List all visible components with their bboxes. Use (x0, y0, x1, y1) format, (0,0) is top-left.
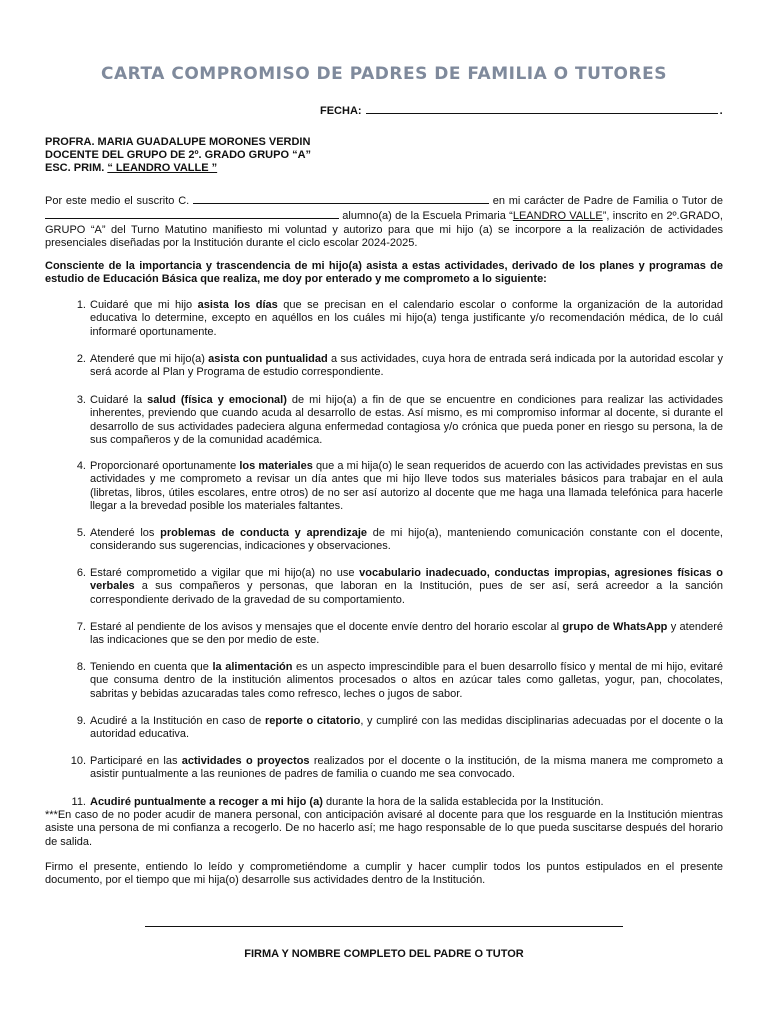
item-text: Estaré al pendiente de los avisos y mensajes que el docente envíe dentro del horario escolar al (90, 621, 563, 633)
item-text: a sus compañeros y personas, que laboran en la Institución, pues de ser así, será acreedor a la sanción correspondiente derivado de la gravedad de su comportamiento. (90, 580, 723, 606)
commitment-item (76, 460, 723, 514)
item-text: de mi hijo(a) a fin de que se encuentre en condiciones para realizar las actividades inherentes, previendo que cuando acuda al desarrollo de estas. Así mismo, es mi compromiso informar al docente, si durante el desarrollo de sus actividades padeciera alguna enfermedad contagiosa y/o crónica que pueda poner en riesgo su persona, la de sus compañeros y de la comunidad académica. (90, 394, 724, 447)
intro-text-3: alumno(a) de la Escuela Primaria “ (339, 210, 513, 223)
item-text: durante la hora de la salida establecida por la Institución. (322, 796, 604, 808)
closing-paragraph: Firmo el presente, entiendo lo leído y comprometiéndome a cumplir y hacer cumplir todos los puntos estipulados en el presente documento, por el tiempo que mi hija(o) desarrolle sus actividades dentro de la Institución. (45, 861, 723, 887)
item-text: Acudiré a la Institución en caso de (90, 715, 265, 727)
item-text: , y cumpliré con las medidas disciplinarias adecuadas por el docente o la autoridad educativa. (90, 715, 724, 741)
date-end-period: . (719, 105, 723, 117)
item-emphasis: salud (física y emocional) (147, 394, 287, 406)
school-line (45, 162, 311, 175)
date-label: FECHA: (320, 105, 362, 117)
document-title: CARTA COMPROMISO DE PADRES DE FAMILIA O TUTORES (101, 64, 667, 84)
intro-text-4: ”, inscrito en 2º.GRADO, GRUPO “A” del Turno Matutino manifiesto mi voluntad y autorizo para que mi hijo (a) se incorpore a la realización de actividades presenciales diseñadas por la Institución durante el ciclo escolar 2024-2025. (45, 210, 723, 250)
item-text: de mi hijo(a), manteniendo comunicación constante con el docente, considerando sus sugerencias, indicaciones y observaciones. (90, 527, 723, 553)
item-number: 8. (76, 661, 86, 673)
item-number: 3. (76, 394, 86, 406)
item-text: Cuidaré que mi hijo (90, 299, 198, 311)
item-emphasis: la alimentación (212, 661, 293, 673)
commitment-item (76, 567, 723, 607)
teacher-group: DOCENTE DEL GRUPO DE 2º. GRADO GRUPO “A” (45, 149, 312, 161)
pickup-note: ***En caso de no poder acudir de manera personal, con anticipación avisaré al docente para que los resguarde en la Institución mientras asiste una persona de mi confianza a recogerlo. De no hacerlo así; me hago responsable de lo que pueda suscitarse después del horario de salida. (45, 809, 723, 848)
item-emphasis: grupo de WhatsApp (562, 621, 668, 633)
date-blank-line (366, 103, 718, 114)
signature-line (145, 926, 623, 927)
item-number: 11. (71, 796, 86, 808)
item-emphasis: actividades o proyectos (181, 755, 310, 767)
date-field (320, 103, 723, 117)
commitment-item (76, 353, 723, 380)
item-number: 5. (76, 527, 86, 539)
item-text: es un aspecto imprescindible para el buen desarrollo físico y mental de mi hijo, evitaré que consuma dentro de la institución alimentos procesados o altos en azúcar tales como galletas, yogur, pan, chocolates, sabritas y bebidas azucaradas tales como refresco, leches o jugos de sabor. (90, 661, 723, 700)
commitment-item (76, 527, 723, 554)
item-number: 1. (76, 299, 86, 311)
commitment-item (76, 661, 723, 701)
item-text: Atenderé que mi hijo(a) (90, 353, 209, 365)
item-text: Teniendo en cuenta que (90, 661, 213, 673)
item-number: 7. (76, 621, 86, 633)
item-number: 4. (76, 460, 86, 472)
intro-text-1: Por este medio el suscrito C. (45, 195, 193, 207)
commitment-item (76, 299, 723, 339)
school-name: “ LEANDRO VALLE ” (107, 162, 218, 174)
item-text: Participaré en las (90, 755, 182, 767)
commitment-item (76, 715, 724, 742)
item-text: realizados por el docente o la institución, de la misma manera me comprometo a asistir puntualmente a las reuniones de padres de familia o cuando me sea convocado. (90, 755, 723, 781)
item-emphasis: vocabulario inadecuado, conductas impropias, agresiones físicas o verbales (90, 567, 723, 593)
addressee-block (45, 136, 311, 175)
intro-paragraph (45, 193, 723, 251)
item-emphasis: Acudiré puntualmente a recoger a mi hijo (a) (90, 796, 323, 808)
commitment-item (76, 621, 723, 648)
item-emphasis: los materiales (239, 460, 313, 472)
parent-name-blank (193, 193, 489, 204)
commitment-item (71, 796, 723, 809)
item-number: 2. (76, 353, 86, 365)
item-text: Atenderé los (90, 527, 161, 539)
item-emphasis: reporte o citatorio (264, 715, 361, 727)
item-text: Estaré comprometido a vigilar que mi hijo(a) no use (90, 567, 360, 579)
commitment-item (70, 755, 723, 782)
item-text: a sus actividades, cuya hora de entrada será indicada por la autoridad escolar y será acorde al Plan y Programa de estudio correspondiente. (90, 353, 723, 379)
item-emphasis: asista con puntualidad (208, 353, 328, 365)
signature-label: FIRMA Y NOMBRE COMPLETO DEL PADRE O TUTOR (244, 948, 524, 960)
item-text: Cuidaré la (90, 394, 148, 406)
item-text: y atenderé las indicaciones que se den por medio de este. (90, 621, 723, 647)
intro-school-name: LEANDRO VALLE (512, 210, 603, 223)
item-emphasis: problemas de conducta y aprendizaje (160, 527, 368, 539)
teacher-name: PROFRA. MARIA GUADALUPE MORONES VERDIN (45, 136, 311, 148)
item-number: 9. (76, 715, 86, 727)
commitment-item (76, 394, 724, 448)
item-number: 10. (70, 755, 86, 767)
school-prefix: ESC. PRIM. (45, 162, 108, 174)
item-number: 6. (76, 567, 86, 579)
intro-text-2: en mi carácter de Padre de Familia o Tutor de (488, 195, 723, 207)
student-name-blank (45, 208, 339, 219)
item-text: que se precisan en el calendario escolar o conforme la organización de la autoridad educativa lo determine, excepto en aquéllos en los cuáles mi hijo(a) tenga justificante y/o recomendación médica, de lo cuál informaré oportunamente. (90, 299, 723, 338)
item-emphasis: asista los días (197, 299, 278, 311)
item-text: Proporcionaré oportunamente (90, 460, 240, 472)
item-text: que a mi hija(o) le sean requeridos de acuerdo con las actividades previstas en sus actividades y me comprometo a revisar un día antes que mi hijo lleve todos sus materiales básicos para trabajar en el aula (libretas, libros, útiles escolares, entre otros) de no ser así autorizo al docente que me haga una llamada telefónica para hacerle llegar a la brevedad posible los materiales faltantes. (90, 460, 723, 513)
consciente-paragraph: Consciente de la importancia y trascendencia de mi hijo(a) asista a estas actividades, derivado de los planes y programas de estudio de Educación Básica que realiza, me doy por enterado y me comprometo a lo siguiente: (45, 260, 723, 286)
